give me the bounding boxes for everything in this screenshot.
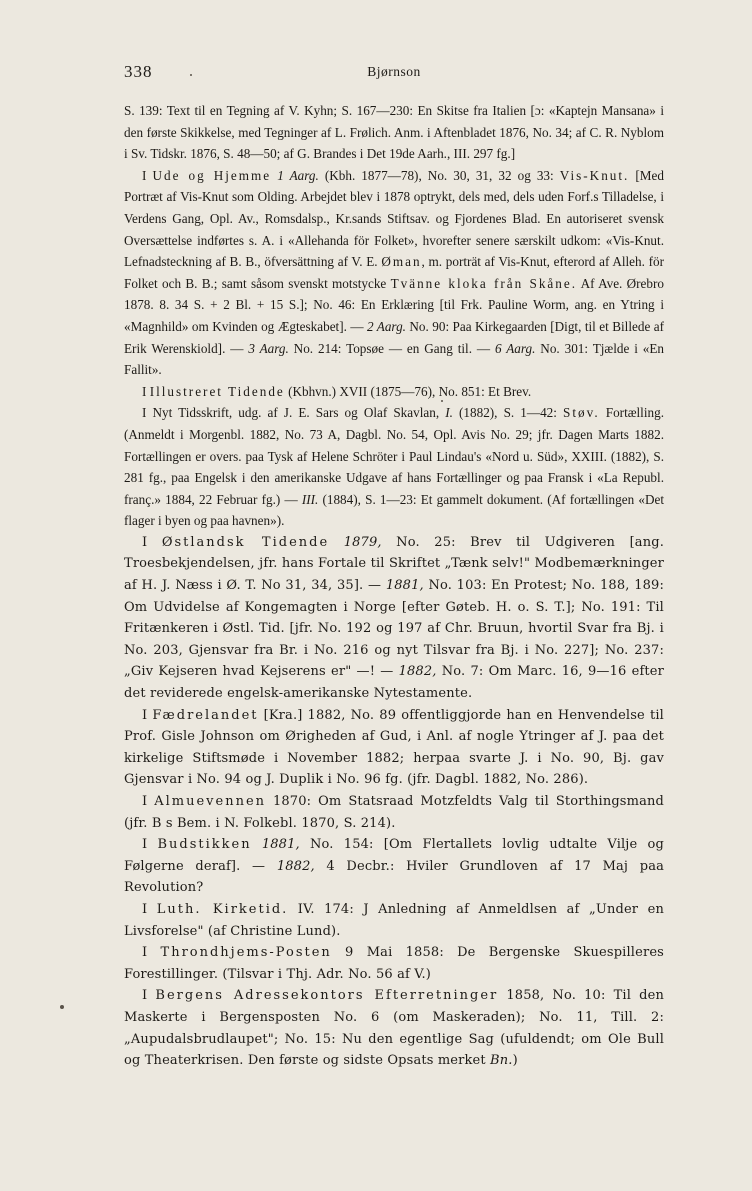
paragraph-p5 (124, 532, 664, 705)
text-run: Vis-Knut. (559, 167, 630, 183)
text-run: ) (512, 1053, 518, 1069)
paragraph-p9 (124, 899, 664, 942)
text-run: Østlandsk Tidende (161, 534, 330, 550)
text-run: [Med Portræt af Vis-Knut som Olding. Arbejdet blev i 1878 optrykt, dels med, dels uden Forf.s Tilladelse, i Verdens Gang, Opl. Av., Romsdalsp., Kr.sands Stiftsav. og Fjordenes Blad. En autoriseret svensk Oversættelse indførtes s. A. i «Allehanda för Folket», hvorefter senere særskilt udkom: «Vis-Knut. Lefnadsteckning af B. B., öfversättning af V. E. (124, 167, 664, 270)
text-run: IV. 174: J Anledning af Anmeldlsen af „Under en Livsforelse" (af Christine Lund). (124, 901, 664, 939)
text-run: 4 Decbr.: Hviler Grundloven af 17 Maj paa Revolution? (124, 858, 664, 896)
paragraph-p4 (124, 402, 664, 532)
text-run: Tvänne kloka från Skåne. (390, 275, 578, 291)
text-run: 1881, (385, 578, 424, 594)
text-run: 1879, (343, 534, 382, 550)
text-run: I (142, 837, 158, 853)
text-run: Fædrelandet (152, 707, 259, 723)
text-run: I (142, 383, 150, 399)
text-run: III. (301, 491, 319, 507)
text-run: No. 301: Tjælde i «En Fallit». (124, 340, 665, 378)
page-number: 338 (124, 62, 153, 81)
text-run: I (142, 794, 155, 809)
text-run: Almuevennen (154, 794, 267, 809)
text-run: I (142, 707, 153, 723)
text-run: No. 214: Topsøe — en Gang til. — (288, 340, 495, 356)
text-run: Øman (381, 254, 422, 270)
text-run (252, 837, 262, 852)
paragraph-p10 (124, 942, 664, 985)
text-run: No. 103: En Protest; No. 188, 189: Om Udvidelse af Kongemagten i Norge [efter Gøteb. H. o. S. T.]; No. 191: Til Fritænkeren i Østl. Tid. [jfr. No. 192 og 197 af Chr. Bruun, hvortil Svar fra Bj. i No. 203, Gjensvar fra Br. i No. 216 og nyt Tilsvar fra Bj. i No. 227]; No. 237: „Giv Kejseren hvad Kejserens er" —! — (124, 578, 665, 680)
text-run: 3 Aarg. (248, 340, 289, 356)
text-run (329, 535, 344, 550)
text-run: Støv. (563, 405, 600, 421)
text-run: I. (445, 405, 453, 421)
text-run: 6 Aarg. (494, 340, 536, 356)
text-run: S. 139: Text til en Tegning af V. Kyhn; S. 167—230: En Skitse fra Italien [ɔ: «Kaptejn Mansana» i den første Skikkelse, med Tegninger af L. Frølich. Anm. i Aftenbladet 1876, No. 34; af C. R. Nyblom i Sv. Tidskr. 1876, S. 48—50; af G. Brandes i Det 19de Aarh., III. 297 fg.] (124, 103, 664, 162)
text-run: Budstikken (157, 837, 252, 853)
paragraph-p11 (124, 985, 664, 1071)
text-run: I (142, 988, 156, 1004)
text-run: Luth. Kirketid. (156, 901, 289, 917)
text-run: Ude og Hjemme (152, 167, 272, 183)
text-run: Bn. (490, 1053, 513, 1069)
text-run: 2 Aarg. (366, 318, 406, 334)
text-run: , m. porträt af Vis-Knut, efterord af Alleh. för Folket och B. B.; samt såsom svenskt motstycke (124, 254, 665, 291)
text-run: No. 154: [Om Flertallets lovlig udtalte Vilje og Følgerne deraf]. — (124, 837, 664, 874)
text-run: [Kra.] 1882, No. 89 offentliggjorde han en Henvendelse til Prof. Gisle Johnson om Ørigheden af Gud, i Anl. af nogle Ytringer af J. paa det kirkelige Stiftsmøde i November 1882; herpaa svarte J. i No. 90, Bj. gav Gjensvar i No. 94 og J. Duplik i No. 96 fg. (jfr. Dagbl. 1882, No. 286). (124, 707, 664, 788)
bibliography-body (124, 100, 664, 1072)
paragraph-p3 (124, 381, 664, 403)
paragraph-p8 (124, 834, 664, 899)
text-run: I (142, 901, 157, 917)
text-run: (Kbhvn.) XVII (1875—76), No. 851: Et Brev. (284, 383, 532, 399)
text-run: Illustreret Tidende (149, 383, 285, 399)
text-run: Af Ave. Ørebro 1878. 8. 34 S. + 2 Bl. + 15 S.]; No. 46: En Erklæring [til Frk. Pauline Worm, ang. en Ytring i «Magnhild» om Kvinden og Ægteskabet]. — (124, 275, 664, 334)
text-run: 1881, (261, 837, 300, 853)
running-head: Bjørnson (367, 64, 421, 79)
text-run: Bergens Adressekontors Efterretninger (155, 988, 499, 1004)
paragraph-p7 (124, 791, 664, 834)
text-run: No. 25: Brev til Udgiveren [ang. Troesbekjendelsen, jfr. hans Fortale til Skriftet „Tænk selv!" Modbemærkninger af H. J. Næss i Ø. T. No 31, 34, 35]. — (124, 534, 664, 594)
text-run: 1882, (398, 664, 437, 680)
text-run: No. 90: Paa Kirkegaarden [Digt, til et Billede af Erik Werenskiold]. — (124, 318, 664, 356)
text-run: (Kbh. 1877—78), No. 30, 31, 32 og 33: (318, 167, 560, 183)
page-header (124, 62, 664, 88)
paragraph-p6 (124, 705, 664, 791)
text-run: I (142, 167, 153, 183)
text-run: 1858, No. 10: Til den Maskerte i Bergensposten No. 6 (om Maskeraden); No. 11, Till. 2: „Aupudalsbrudlaupet"; No. 15: Nu den egentlige Sag (ufuldendt; om Ole Bull og Theaterkrisen. Den første og sidste Opsats merket (124, 988, 664, 1069)
text-run: (1882), S. 1—42: (452, 405, 564, 421)
text-run: 1882, (276, 858, 315, 874)
text-run: I (142, 534, 162, 550)
text-run: Throndhjems-Posten (160, 945, 332, 961)
text-run: No. 7: Om Marc. 16, 9—16 efter det reviderede engelsk-amerikanske Nytestamente. (124, 664, 664, 702)
text-run: 9 Mai 1858: De Bergenske Skuespilleres Forestillinger. (Tilsvar i Thj. Adr. No. 56 af V.) (124, 945, 664, 982)
text-run: 1 Aarg. (277, 167, 319, 183)
paragraph-p1 (124, 100, 664, 165)
text-run: (1884), S. 1—23: Et gammelt dokument. (Af fortællingen «Det flager i byen og paa havnen»). (124, 491, 664, 529)
text-run: I (142, 945, 161, 961)
text-run: Fortælling. (Anmeldt i Morgenbl. 1882, No. 73 A, Dagbl. No. 54, Opl. Avis No. 29; jfr. Dagen Marts 1882. Fortællingen er overs. paa Tysk af Helene Schröter i Paul Lindau's «Nord u. Süd», XXIII. (1882), S. 281 fg., paa Engelsk i den amerikanske Udgave af hans Fortællinger og paa Fransk i «La Republ. franç.» 1884, 22 Februar fg.) — (124, 405, 664, 507)
text-run: I Nyt Tidsskrift, udg. af J. E. Sars og Olaf Skavlan, (142, 405, 446, 421)
text-run: 1870: Om Statsraad Motzfeldts Valg til Storthingsmand (jfr. B s Bem. i N. Folkebl. 1870, S. 214). (124, 794, 665, 831)
paragraph-p2 (124, 165, 664, 381)
